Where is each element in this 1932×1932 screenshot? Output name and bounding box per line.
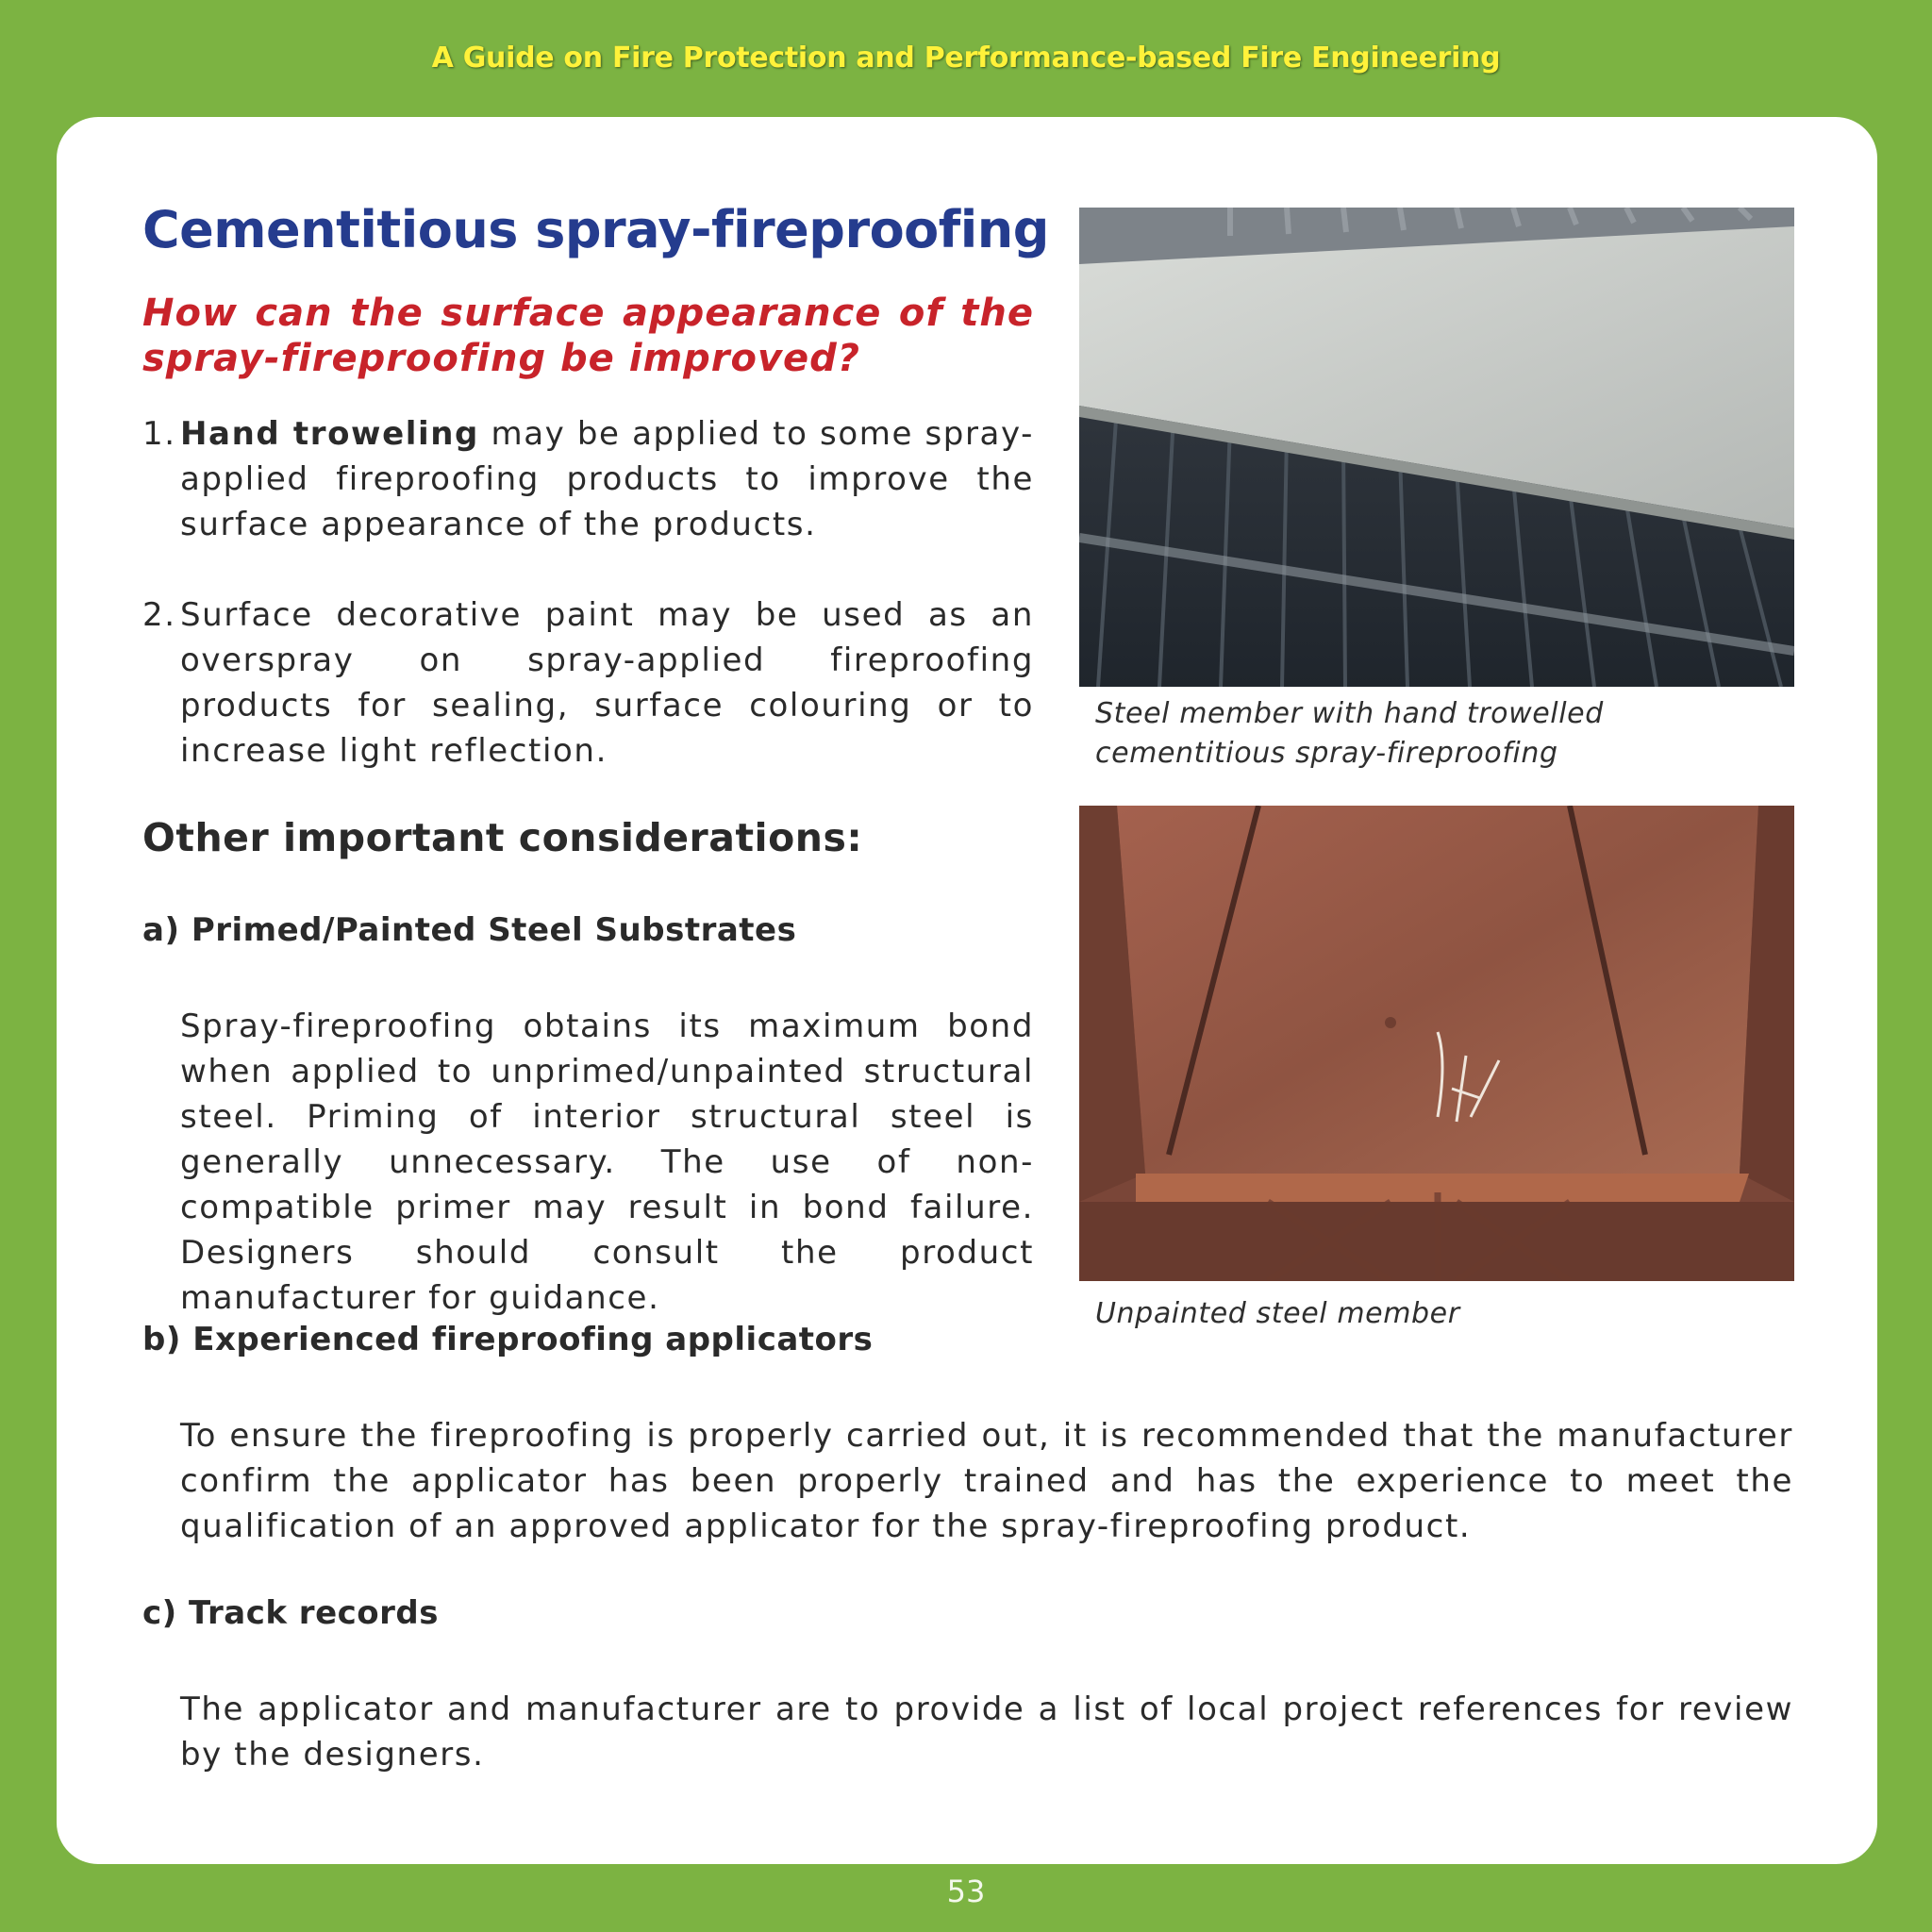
subheading-b: b) Experienced fireproofing applicators	[142, 1321, 874, 1358]
subheading-a: a) Primed/Painted Steel Substrates	[142, 911, 797, 949]
subheading-c: c) Track records	[142, 1594, 439, 1632]
section-question	[142, 291, 1034, 381]
photo-unpainted-steel-member	[1079, 806, 1794, 1281]
paragraph-b: To ensure the fireproofing is properly carried out, it is recommended that the manufacturer confirm the applicator has been properly trained and has the experience to meet the qualification of an approved applicator for the spray-fireproofing product.	[180, 1417, 1793, 1545]
photo-trowelled-steel-member	[1079, 208, 1794, 687]
photo-trowelled-steel-image	[1079, 208, 1794, 687]
list-item-text: Surface decorative paint may be used as an overspray on spray-applied fireproofing products for sealing, surface colouring or to increase light reflection.	[180, 596, 1034, 770]
other-considerations-heading: Other important considerations:	[142, 815, 863, 860]
page-number: 53	[946, 1874, 986, 1909]
list-item-1	[142, 411, 1034, 547]
question-line-2: spray-fireproofing be improved?	[142, 337, 860, 380]
paragraph-c: The applicator and manufacturer are to provide a list of local project references for review by the designers.	[180, 1690, 1793, 1774]
figure-caption-2: Unpainted steel member	[1095, 1297, 1460, 1330]
list-number: 2.	[142, 596, 176, 634]
figure-caption-1: Steel member with hand trowelled cementitious spray-fireproofing	[1095, 697, 1604, 770]
list-item-2	[142, 592, 1034, 774]
list-item-text	[180, 411, 1034, 547]
list-number: 1.	[142, 415, 176, 453]
list-item-body: may be applied to some spray-applied fireproofing products to improve the surface appearance of the products.	[180, 415, 1034, 543]
page-title: Cementitious spray-fireproofing	[142, 200, 1049, 259]
list-item-bold: Hand troweling	[180, 415, 479, 453]
running-header: A Guide on Fire Protection and Performance-based Fire Engineering	[431, 42, 1501, 75]
paragraph-a: Spray-fireproofing obtains its maximum bond when applied to unprimed/unpainted structural steel. Priming of interior structural steel is generally unnecessary. The use of non-compatible primer may result in bond failure. Designers should consult the product manufacturer for guidance.	[180, 1008, 1034, 1317]
photo-unpainted-steel-image	[1079, 806, 1794, 1281]
question-line-1: How can the surface appearance of the	[142, 291, 1034, 335]
